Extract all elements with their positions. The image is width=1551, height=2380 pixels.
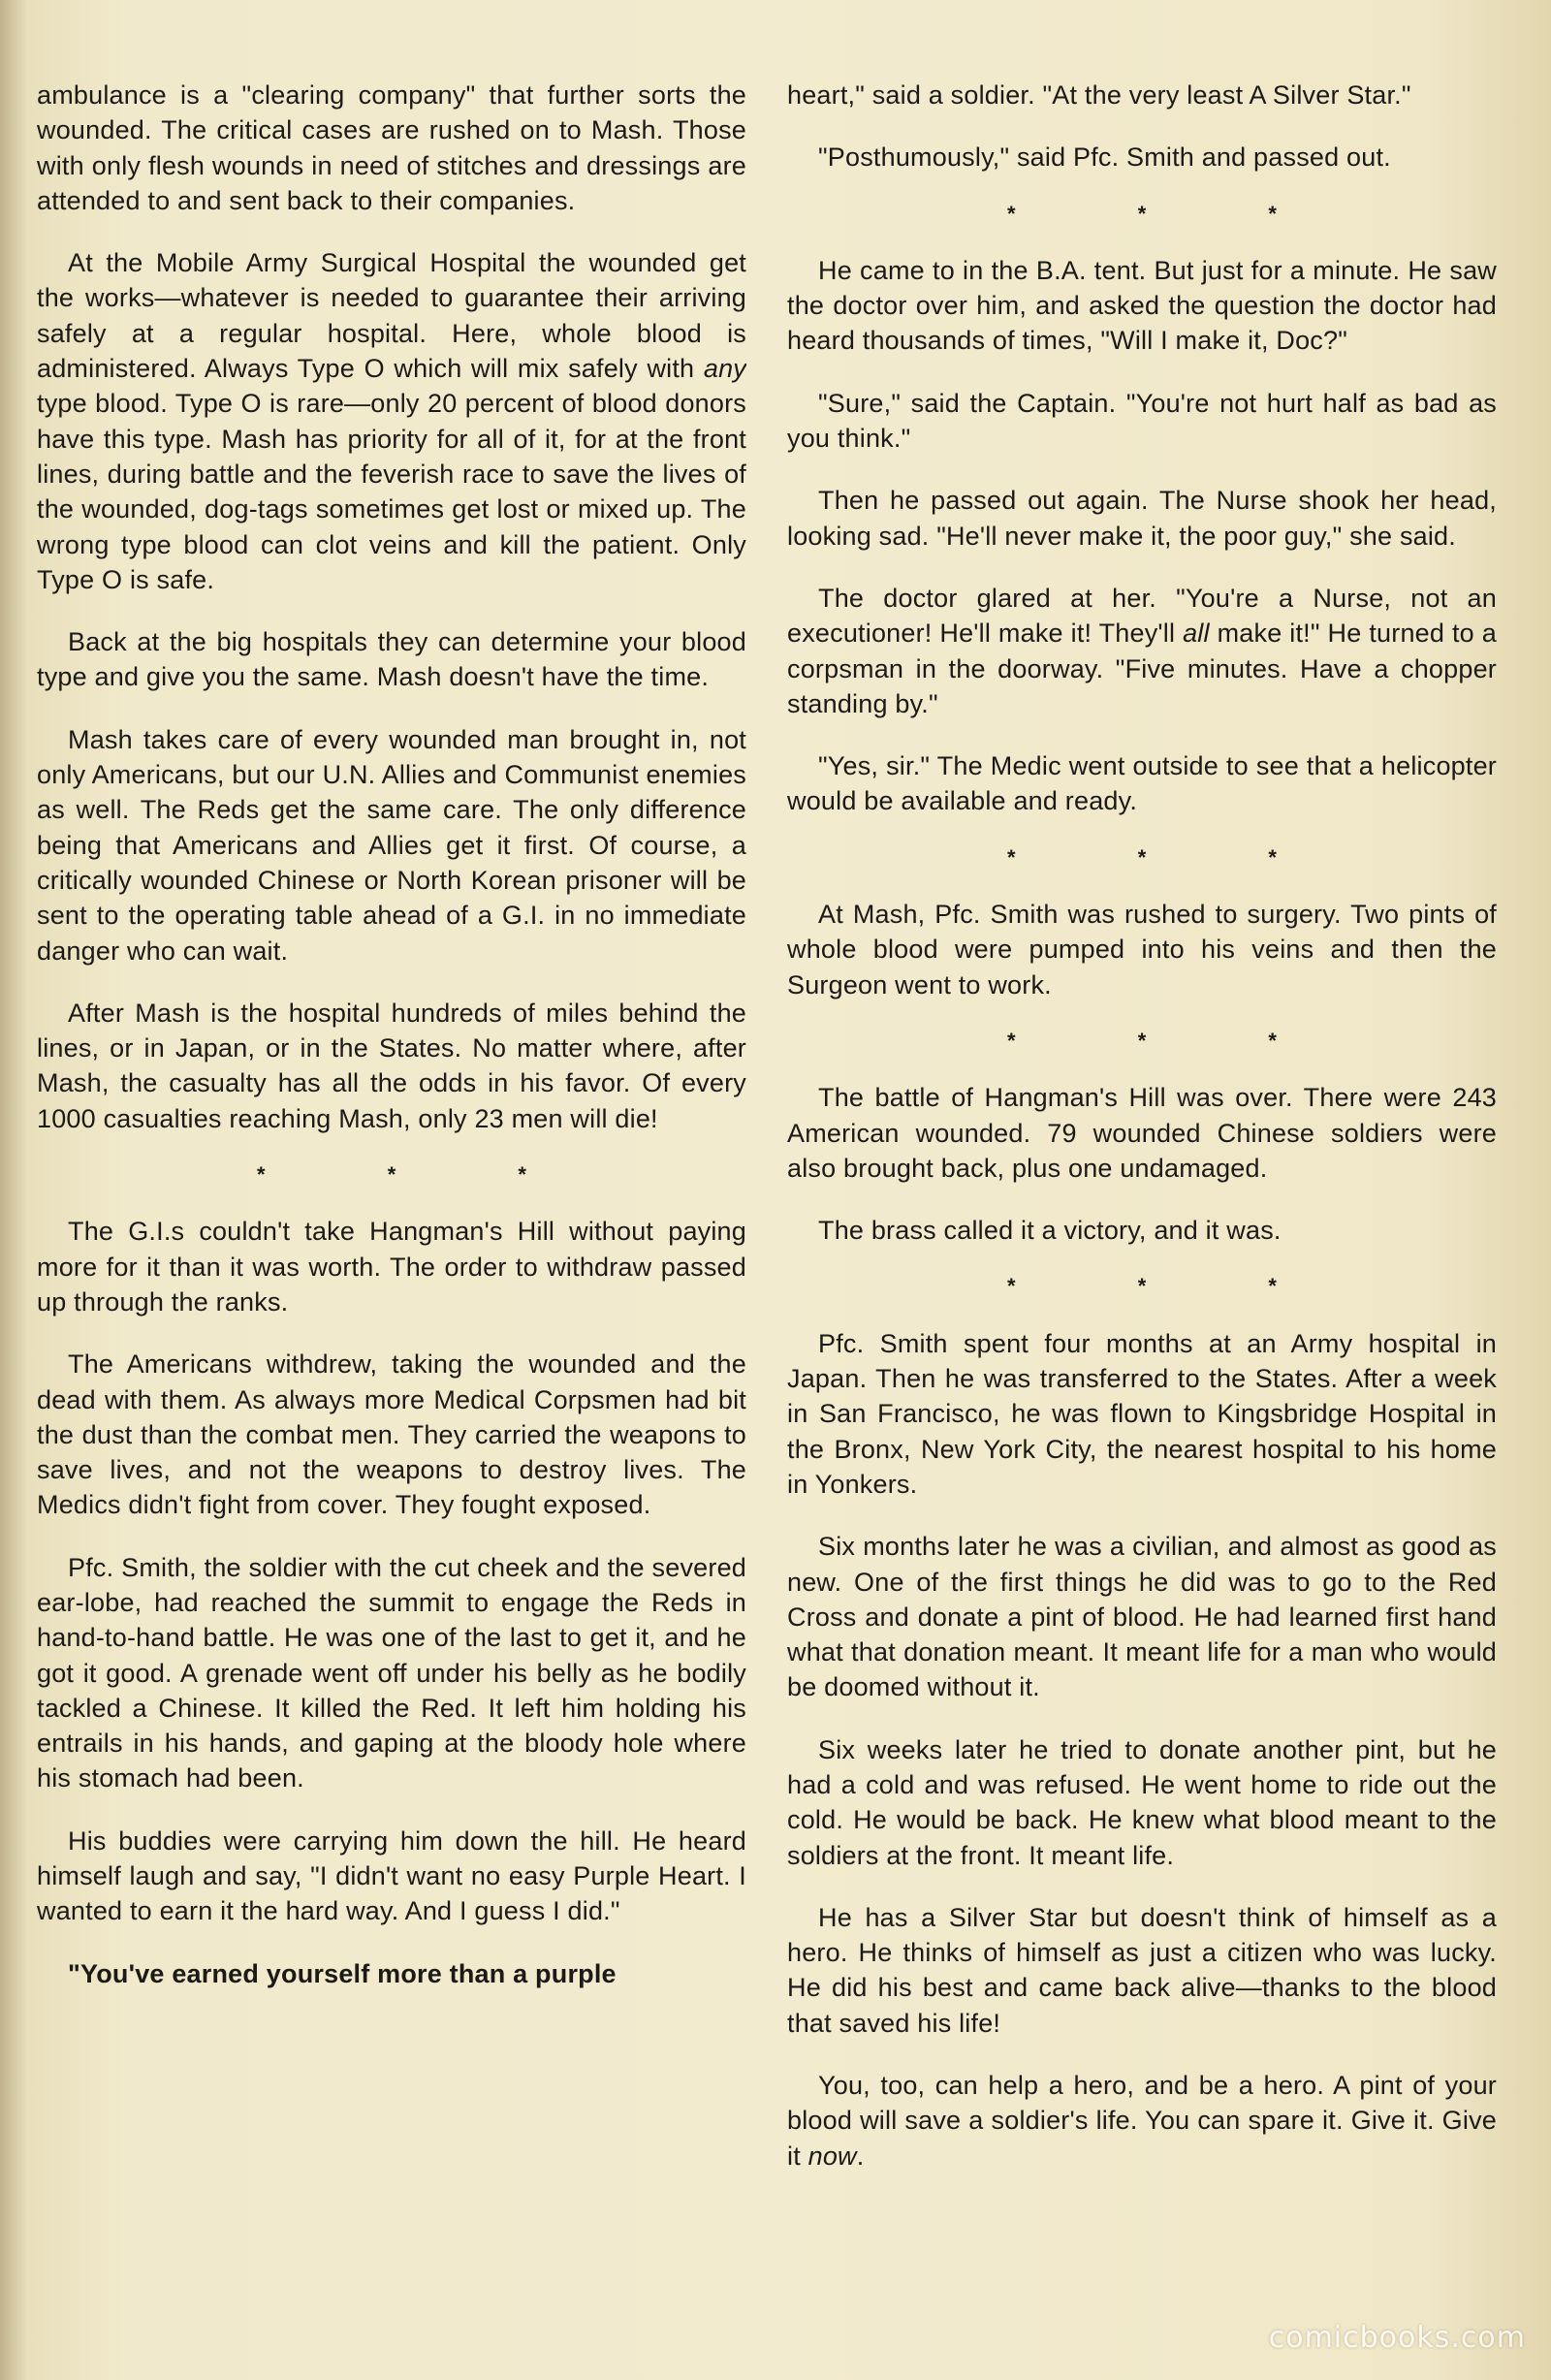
paragraph: At the Mobile Army Surgical Hospital the wounded get the works—whatever is needed to guarantee their arriving safely at a regular hospital. Here, whole blood is administered. Always Type O which will mix safely with any type blood. Type O is rare—only 20 percent of blood donors have this type. Mash has priority for all of it, for at the front lines, during battle and the feverish race to save the lives of the wounded, dog-tags sometimes get lost or mixed up. The wrong type blood can clot veins and kill the patient. Only Type O is safe. xyxy=(37,248,746,594)
paragraph: "Posthumously," said Pfc. Smith and passed out. xyxy=(818,143,1391,173)
section-separator: * * * xyxy=(1007,844,1335,870)
paragraph: Six weeks later he tried to donate another pint, but he had a cold and was refused. He went home to ride out the cold. He would be back. He knew what blood meant to the soldiers at the front. It meant life. xyxy=(787,1734,1497,1870)
paragraph: His buddies were carrying him down the hill. He heard himself laugh and say, "I didn't want no easy Purple Heart. I wanted to earn it the hard way. And I guess I did." xyxy=(37,1825,746,1926)
section-separator: * * * xyxy=(1007,1028,1335,1053)
paragraph: heart," said a soldier. "At the very least A Silver Star." xyxy=(787,80,1411,110)
section-separator: * * * xyxy=(1007,1274,1335,1299)
paragraph: Mash takes care of every wounded man brought in, not only Americans, but our U.N. Allies and Communist enemies as well. The Reds get the same care. The only difference being that Americans and Allies get it first. Of course, a critically wounded Chinese or North Korean prisoner will be sent to the operating table ahead of a G.I. in no immediate danger who can wait. xyxy=(37,724,746,966)
paragraph: "Sure," said the Captain. "You're not hurt half as bad as you think." xyxy=(787,388,1497,454)
paragraph: After Mash is the hospital hundreds of miles behind the lines, or in Japan, or in the States. No matter where, after Mash, the casualty has all the odds in his favor. Of every 1000 casualties reaching Mash, only 23 men will die! xyxy=(37,998,746,1133)
paragraph: He has a Silver Star but doesn't think of himself as a hero. He thinks of himself as just a citizen who was lucky. He did his best and came back alive—thanks to the blood that saved his life! xyxy=(787,1902,1497,2038)
paragraph: Pfc. Smith spent four months at an Army hospital in Japan. Then he was transferred to the States. After a week in San Francisco, he was flown to Kingsbridge Hospital in the Bronx, New York City, the nearest hospital to his home in Yonkers. xyxy=(787,1328,1497,1499)
paragraph: Six months later he was a civilian, and almost as good as new. One of the first things he did was to go to the Red Cross and donate a pint of blood. He had learned first hand what that donation meant. It meant life for a man who would be doomed without it. xyxy=(787,1532,1497,1702)
paragraph: "You've earned yourself more than a purple xyxy=(68,1958,617,1988)
paragraph: You, too, can help a hero, and be a hero. A pint of your blood will save a soldier's life. You can spare it. Give it. Give it now. xyxy=(787,2071,1497,2171)
paragraph: Pfc. Smith, the soldier with the cut cheek and the severed ear-lobe, had reached the summit to engage the Reds in hand-to-hand battle. He was one of the last to get it, and he got it good. A grenade went off under his belly as he bodily tackled a Chinese. It killed the Red. It left him holding his entrails in his hands, and gaping at the bloody hole where his stomach had been. xyxy=(37,1552,746,1793)
paragraph: Then he passed out again. The Nurse shook her head, looking sad. "He'll never make it, the poor guy," she said. xyxy=(787,486,1497,551)
paragraph: ambulance is a "clearing company" that further sorts the wounded. The critical cases are rushed on to Mash. Those with only flesh wounds in need of stitches and dressings are attended to and sent back to their companies. xyxy=(37,80,746,215)
watermark-text: comicbooks.com xyxy=(1268,2321,1526,2355)
paragraph: The Americans withdrew, taking the wounded and the dead with them. As always more Medical Corpsmen had bit the dust than the combat men. They carried the weapons to save lives, and not the weapons to destroy lives. The Medics didn't fight from cover. They fought exposed. xyxy=(37,1349,746,1520)
paragraph: The brass called it a victory, and it was. xyxy=(818,1216,1282,1246)
paragraph: "Yes, sir." The Medic went outside to see that a helicopter would be available and ready. xyxy=(787,751,1497,816)
left-text-column xyxy=(37,78,746,2317)
paragraph: The doctor glared at her. "You're a Nurse, not an executioner! He'll make it! They'll all make it!" He turned to a corpsman in the doorway. "Five minutes. Have a chopper standing by." xyxy=(787,583,1497,718)
paragraph: The G.I.s couldn't take Hangman's Hill without paying more for it than it was worth. The order to withdraw passed up through the ranks. xyxy=(37,1217,746,1317)
section-separator: * * * xyxy=(257,1162,585,1188)
page-spine-shadow xyxy=(0,0,27,2380)
paragraph: He came to in the B.A. tent. But just for a minute. He saw the doctor over him, and asked the question the doctor had heard thousands of times, "Will I make it, Doc?" xyxy=(787,255,1497,356)
paragraph: At Mash, Pfc. Smith was rushed to surgery. Two pints of whole blood were pumped into his veins and then the Surgeon went to work. xyxy=(787,900,1497,1000)
paragraph: The battle of Hangman's Hill was over. There were 243 American wounded. 79 wounded Chinese soldiers were also brought back, plus one undamaged. xyxy=(787,1083,1497,1183)
section-separator: * * * xyxy=(1007,201,1335,226)
right-text-column xyxy=(787,78,1497,2317)
paragraph: Back at the big hospitals they can determine your blood type and give you the same. Mash doesn't have the time. xyxy=(37,627,746,692)
